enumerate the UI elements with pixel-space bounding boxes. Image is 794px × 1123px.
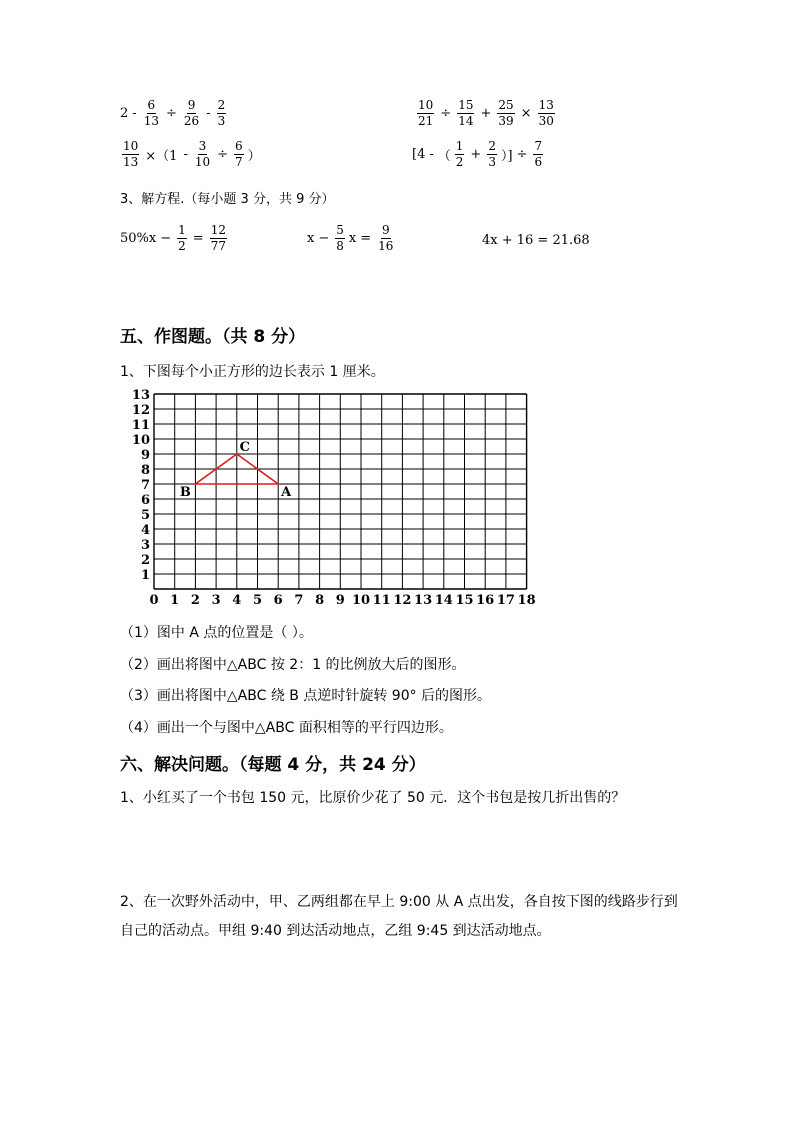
x-tick-label: 4 [232, 593, 242, 608]
numerator: 6 [235, 139, 243, 153]
part-5-subquestion-4: （4）画出一个与图中△ABC 面积相等的平行四边形。 [120, 720, 453, 736]
fraction [377, 224, 394, 253]
x-tick-label: 14 [434, 593, 453, 608]
operator: ÷ [165, 106, 177, 121]
x-tick-label: 6 [273, 593, 283, 608]
operator: - [206, 106, 211, 121]
denominator: 3 [488, 155, 496, 169]
denominator: 2 [178, 239, 186, 253]
numerator: 10 [418, 98, 434, 112]
x-tick-label: 18 [517, 593, 536, 608]
denominator: 6 [534, 155, 543, 169]
numerator: 2 [217, 98, 226, 112]
operator: ÷ [440, 106, 452, 121]
y-tick-label: 8 [140, 463, 150, 478]
fraction [335, 224, 345, 253]
x-tick-label: 13 [414, 593, 433, 608]
numerator: 13 [538, 98, 554, 112]
y-tick-label: 11 [131, 418, 150, 433]
calc-expr-3 [120, 140, 261, 169]
x-tick-label: 16 [476, 593, 495, 608]
coordinate-grid [118, 386, 548, 616]
part-5-question-1: 1、下图每个小正方形的边长表示 1 厘米。 [120, 364, 385, 380]
operator: ） [247, 149, 261, 164]
x-tick-label: 3 [211, 593, 221, 608]
operator: ÷ [217, 147, 229, 162]
section-3-title: 3、解方程.（每小题 3 分，共 9 分） [120, 192, 335, 207]
part-6-heading: 六、解决问题。（每题 4 分，共 24 分） [120, 755, 426, 775]
part-5-subquestion-3: （3）画出将图中△ABC 绕 B 点逆时针旋转 90° 后的图形。 [120, 688, 492, 704]
numerator: 12 [210, 223, 226, 237]
x-tick-label: 0 [149, 593, 159, 608]
numerator: 2 [488, 139, 496, 153]
numerator: 15 [458, 98, 474, 112]
equation-2 [307, 224, 396, 253]
part-6-problem-1: 1、小红买了一个书包 150 元，比原价少花了 50 元．这个书包是按几折出售的？ [120, 790, 626, 806]
term: 50%x [120, 231, 157, 246]
calc-expr-1 [120, 99, 228, 128]
x-tick-label: 11 [372, 593, 391, 608]
numerator: 1 [178, 223, 186, 237]
denominator: 8 [336, 239, 344, 253]
numerator: 1 [455, 139, 464, 153]
calc-expr-4 [412, 140, 545, 169]
x-tick-label: 5 [252, 593, 263, 608]
denominator: 13 [123, 155, 139, 169]
operator: ×（1 [145, 149, 178, 164]
fraction [234, 140, 244, 169]
denominator: 39 [498, 114, 514, 128]
x-tick-label: 9 [335, 593, 345, 608]
equation-1 [120, 224, 229, 253]
fraction [194, 140, 211, 169]
equation-3: 4x + 16 = 21.68 [482, 233, 590, 248]
operator: - [132, 106, 137, 121]
y-tick-label: 12 [131, 403, 150, 418]
denominator: 10 [194, 155, 211, 169]
operator: ÷ [516, 147, 528, 162]
fraction [177, 224, 187, 253]
vertex-label-a: A [281, 485, 292, 500]
numerator: 7 [534, 139, 543, 153]
part-5-subquestion-2: （2）画出将图中△ABC 按 2：1 的比例放大后的图形。 [120, 657, 466, 673]
numerator: 6 [147, 98, 156, 112]
y-tick-label: 2 [140, 553, 150, 568]
fraction [538, 99, 555, 128]
denominator: 21 [418, 114, 434, 128]
operator: × [520, 106, 532, 121]
x-tick-label: 17 [496, 593, 515, 608]
denominator: 16 [378, 239, 394, 253]
operator: = [360, 231, 372, 246]
fraction [122, 140, 139, 169]
operator: - [429, 147, 434, 162]
term: x [307, 231, 315, 246]
operator: ）] [500, 149, 513, 164]
vertex-label-b: B [179, 485, 191, 500]
denominator: 3 [217, 114, 226, 128]
x-tick-label: 12 [393, 593, 412, 608]
fraction [183, 99, 200, 128]
y-tick-label: 7 [140, 478, 150, 493]
fraction [487, 140, 497, 169]
denominator: 7 [235, 155, 243, 169]
operator: + [470, 147, 482, 162]
operator: + [480, 106, 492, 121]
numerator: 3 [198, 139, 207, 153]
x-tick-label: 1 [170, 593, 180, 608]
denominator: 26 [183, 114, 200, 128]
operator: - [183, 147, 188, 162]
part-6-problem-2: 2、在一次野外活动中，甲、乙两组都在早上 9:00 从 A 点出发，各自按下图的线路步行到自己的活动点。甲组 9:40 到达活动地点，乙组 9:45 到达活动地点。 [120, 894, 678, 939]
denominator: 13 [143, 114, 159, 128]
x-tick-label: 2 [190, 593, 200, 608]
fraction [455, 140, 465, 169]
operator: = [192, 231, 204, 246]
y-tick-label: 1 [140, 568, 150, 583]
fraction [497, 99, 514, 128]
y-tick-label: 3 [140, 538, 150, 553]
denominator: 14 [458, 114, 474, 128]
operator: − [318, 231, 330, 246]
y-tick-label: 13 [131, 388, 150, 403]
part-5-heading: 五、作图题。（共 8 分） [120, 327, 306, 347]
term: x [348, 231, 357, 246]
numerator: 25 [498, 98, 514, 112]
y-tick-label: 5 [140, 508, 150, 523]
vertex-label-c: C [239, 440, 250, 455]
denominator: 2 [455, 155, 464, 169]
operator: （ [437, 149, 451, 164]
y-tick-label: 4 [140, 523, 150, 538]
fraction [417, 99, 434, 128]
fraction [457, 99, 474, 128]
operator: − [160, 231, 172, 246]
y-tick-label: 10 [131, 433, 150, 448]
denominator: 30 [538, 114, 554, 128]
fraction [143, 99, 160, 128]
fraction [533, 140, 543, 169]
fraction [217, 99, 227, 128]
x-tick-label: 8 [315, 593, 325, 608]
numerator: 5 [336, 223, 344, 237]
fraction [210, 224, 227, 253]
term: [4 [412, 147, 426, 162]
calc-expr-2 [415, 99, 557, 128]
numerator: 9 [381, 223, 390, 237]
x-tick-label: 15 [455, 593, 474, 608]
term: 2 [120, 106, 129, 121]
numerator: 10 [123, 139, 139, 153]
x-tick-label: 7 [294, 593, 304, 608]
denominator: 77 [210, 239, 226, 253]
numerator: 9 [187, 98, 196, 112]
part-5-subquestion-1: （1）图中 A 点的位置是（ ）。 [120, 625, 313, 641]
x-tick-label: 10 [351, 593, 371, 608]
y-tick-label: 6 [140, 493, 150, 508]
y-tick-label: 9 [140, 448, 150, 463]
